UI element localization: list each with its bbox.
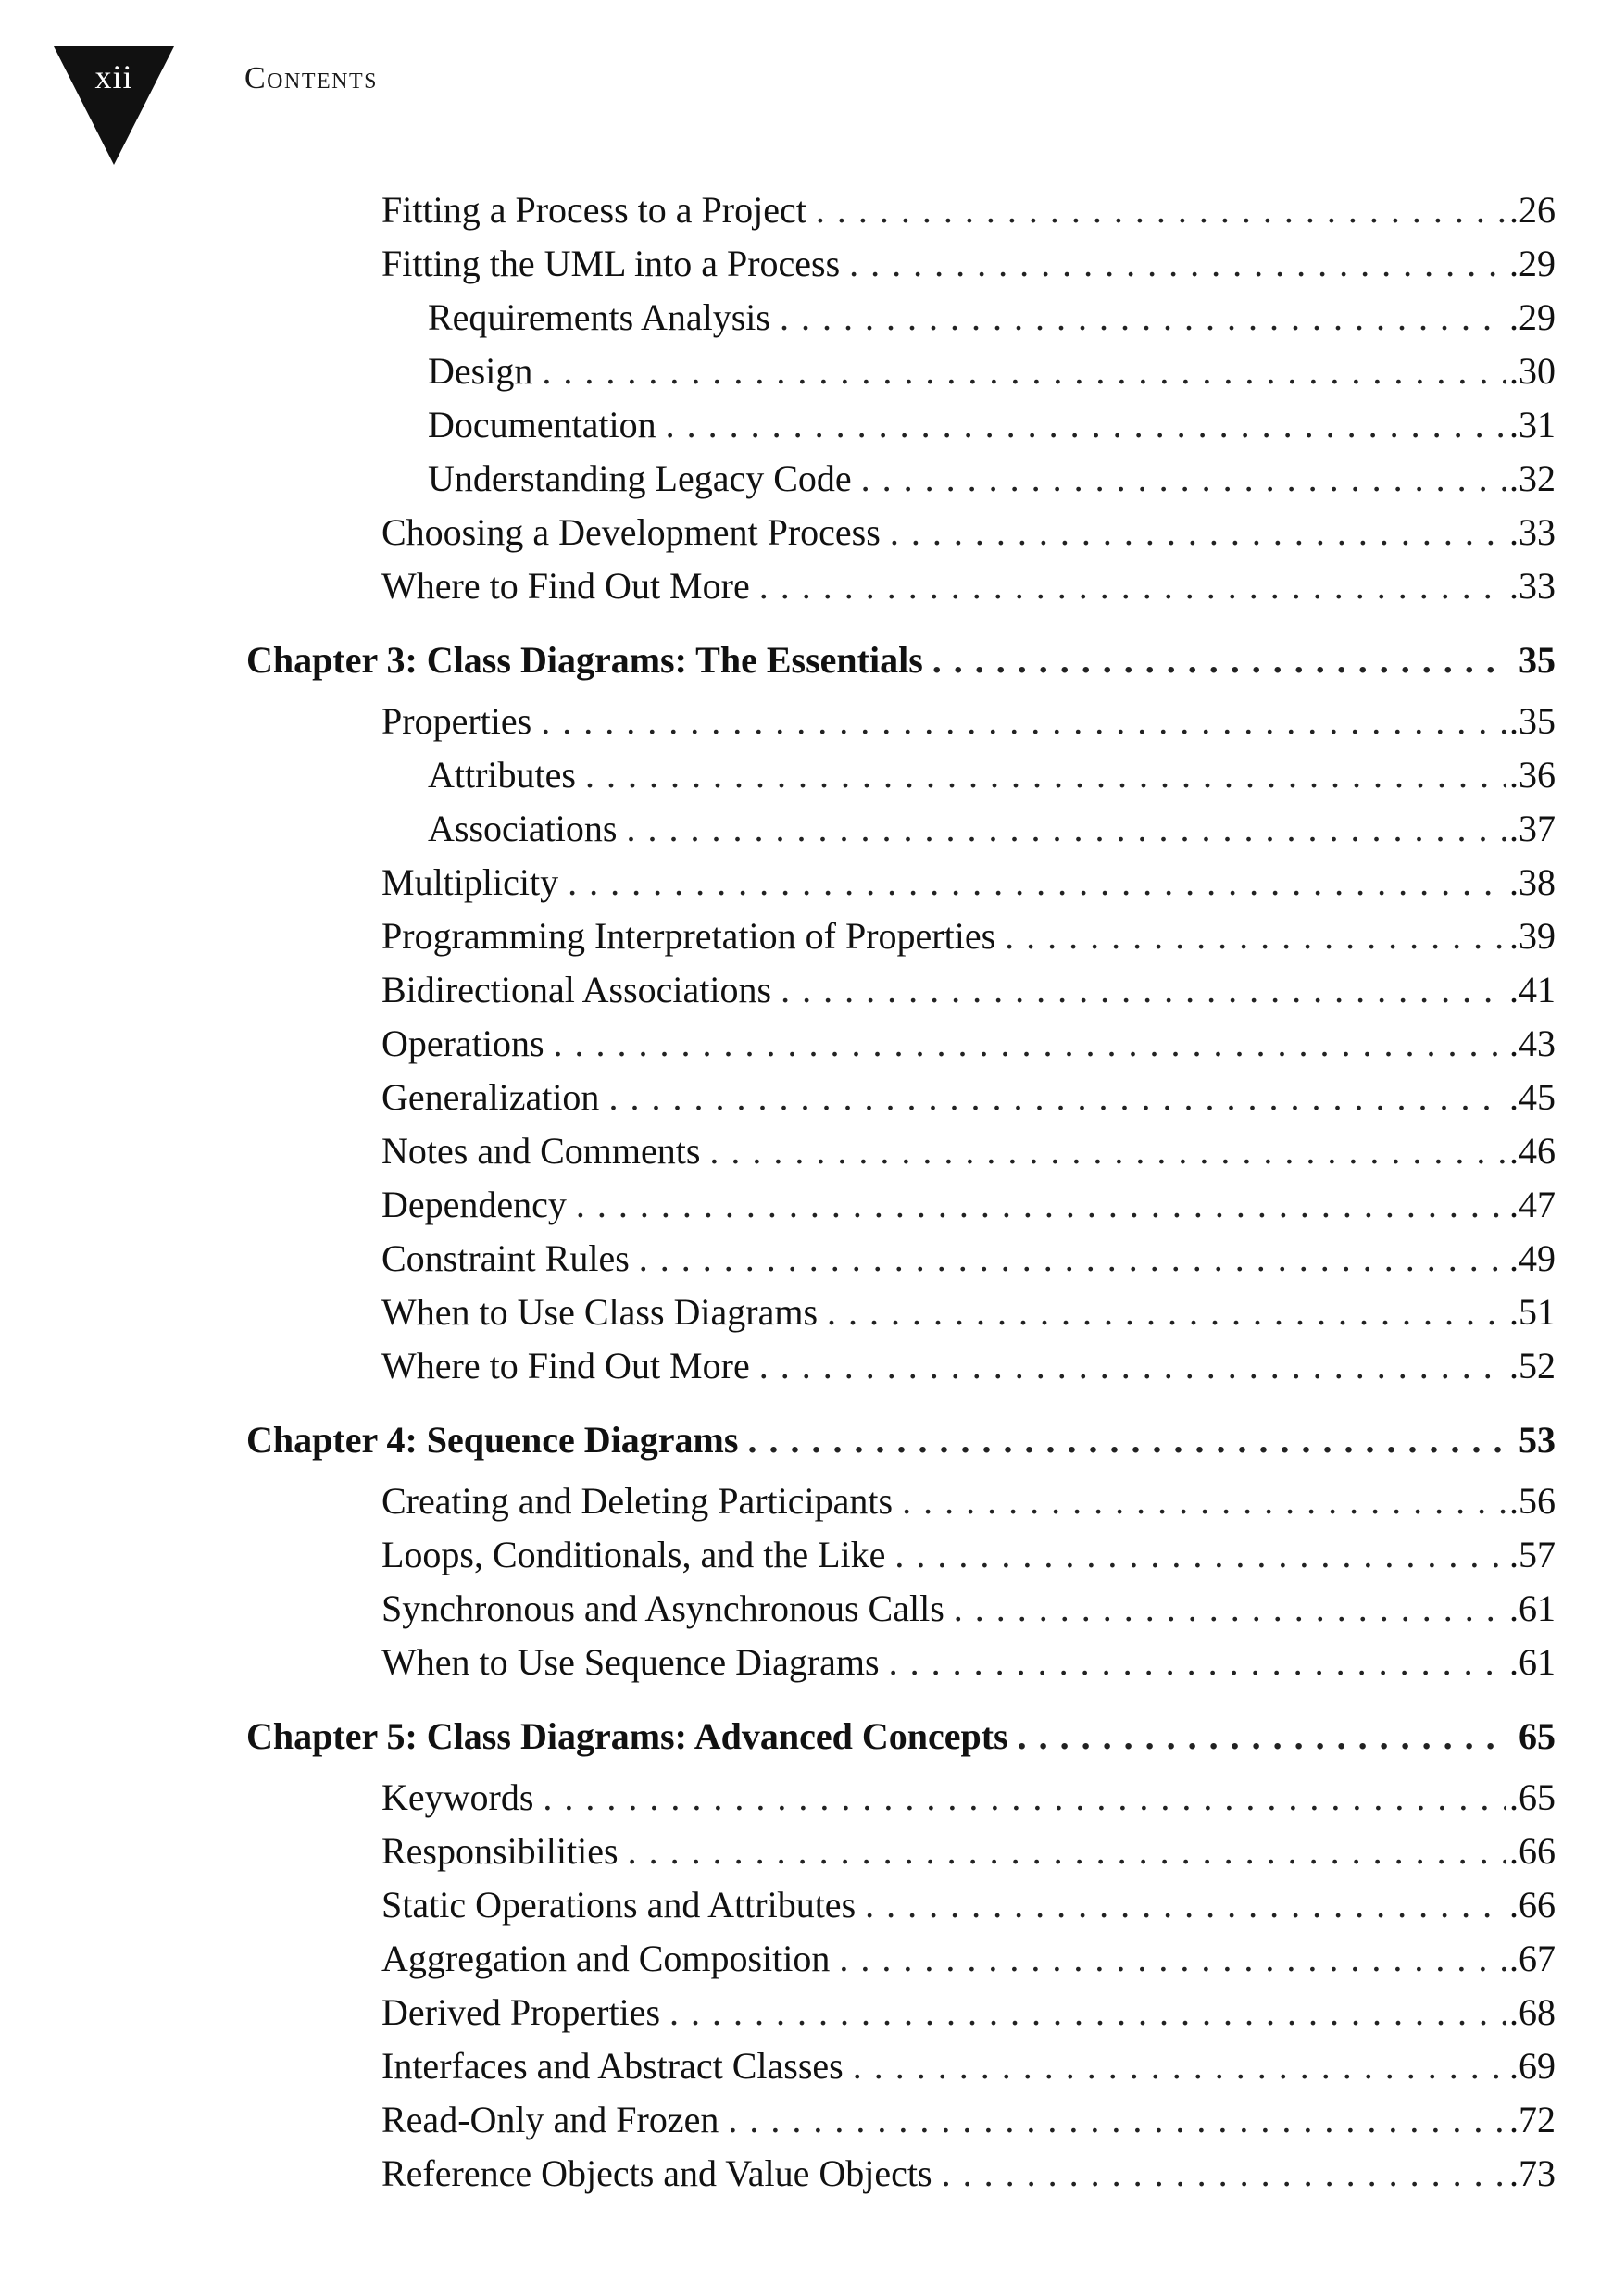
toc-entry-page: .37	[1506, 806, 1556, 852]
toc-entry-page: .46	[1506, 1128, 1556, 1174]
toc-entry-title: Fitting a Process to a Project	[381, 187, 816, 233]
toc-entry-title: Properties	[381, 698, 541, 745]
toc-entry-title: Bidirectional Associations	[381, 967, 781, 1013]
toc-entry-page: .31	[1506, 402, 1556, 448]
toc-entry[interactable]	[381, 1182, 1556, 1228]
toc-leader	[827, 1289, 1506, 1336]
toc-entry[interactable]	[381, 1236, 1556, 1282]
toc-entry[interactable]	[381, 2151, 1556, 2197]
toc-entry[interactable]	[428, 402, 1556, 448]
toc-leader	[639, 1236, 1506, 1282]
toc-entry-title: Documentation	[428, 402, 666, 448]
toc-entry-title: Dependency	[381, 1182, 576, 1228]
toc-entry-page: .67	[1506, 1936, 1556, 1982]
toc-leader	[541, 698, 1506, 745]
toc-leader	[585, 752, 1506, 798]
toc-entry-page: .52	[1506, 1343, 1556, 1389]
toc-leader	[816, 187, 1506, 233]
toc-entry-page: .38	[1506, 859, 1556, 906]
toc-entry-title: Attributes	[428, 752, 585, 798]
toc-leader	[759, 563, 1506, 609]
toc-entry-page: .35	[1506, 698, 1556, 745]
toc-entry[interactable]	[381, 187, 1556, 233]
toc-entry-page: .33	[1506, 563, 1556, 609]
toc-entry-page: .47	[1506, 1182, 1556, 1228]
toc-entry[interactable]	[381, 1128, 1556, 1174]
toc-chapter-title: Chapter 5: Class Diagrams: Advanced Concepts	[246, 1713, 1018, 1760]
toc-entry[interactable]	[381, 563, 1556, 609]
toc-entry-title: Where to Find Out More	[381, 563, 759, 609]
toc-entry-page: .69	[1506, 2043, 1556, 2089]
toc-leader	[853, 2043, 1506, 2089]
toc-entry[interactable]	[381, 698, 1556, 745]
toc-entry-title: Responsibilities	[381, 1828, 628, 1875]
toc-entry-title: When to Use Class Diagrams	[381, 1289, 827, 1336]
toc-leader	[543, 1775, 1506, 1821]
running-head: Contents	[244, 61, 379, 95]
toc-entry-title: Understanding Legacy Code	[428, 456, 861, 502]
toc-entry-title: Generalization	[381, 1074, 608, 1121]
toc-entry[interactable]	[381, 1343, 1556, 1389]
toc-entry-page: .33	[1506, 509, 1556, 556]
toc-leader	[954, 1586, 1506, 1632]
toc-entry-page: .39	[1506, 913, 1556, 960]
toc-leader	[839, 1936, 1506, 1982]
toc-entry[interactable]	[428, 295, 1556, 341]
toc-entry-title: Read-Only and Frozen	[381, 2097, 728, 2143]
toc-leader	[780, 295, 1506, 341]
toc-entry[interactable]	[381, 1532, 1556, 1578]
toc-entry-page: .51	[1506, 1289, 1556, 1336]
toc-entry-page: .30	[1506, 348, 1556, 395]
toc-entry-title: Notes and Comments	[381, 1128, 709, 1174]
toc-entry-page: .26	[1506, 187, 1556, 233]
toc-leader	[666, 402, 1506, 448]
toc-leader	[932, 637, 1504, 684]
toc-entry-page: .57	[1506, 1532, 1556, 1578]
toc-entry-title: Keywords	[381, 1775, 543, 1821]
toc-leader	[902, 1478, 1506, 1524]
toc-entry-page: .29	[1506, 295, 1556, 341]
toc-entry[interactable]	[381, 1828, 1556, 1875]
toc-chapter-page: 53	[1504, 1417, 1556, 1463]
toc-entry-title: Operations	[381, 1021, 554, 1067]
toc-entry-title: Interfaces and Abstract Classes	[381, 2043, 853, 2089]
toc-entry-title: Multiplicity	[381, 859, 568, 906]
page-number: xii	[94, 58, 133, 95]
toc-leader	[759, 1343, 1506, 1389]
toc-entry[interactable]	[381, 859, 1556, 906]
toc-entry[interactable]	[381, 1936, 1556, 1982]
toc-leader	[747, 1417, 1504, 1463]
toc-entry-title: Choosing a Development Process	[381, 509, 890, 556]
toc-entry-title: Where to Find Out More	[381, 1343, 759, 1389]
toc-leader	[608, 1074, 1506, 1121]
toc-entry-page: .73	[1506, 2151, 1556, 2197]
toc-entry-page: .45	[1506, 1074, 1556, 1121]
toc-entry[interactable]	[381, 913, 1556, 960]
toc-entry-page: .49	[1506, 1236, 1556, 1282]
toc-entry[interactable]	[381, 1478, 1556, 1524]
toc-entry-page: .72	[1506, 2097, 1556, 2143]
toc-leader	[542, 348, 1506, 395]
toc-leader	[626, 806, 1506, 852]
toc-leader	[781, 967, 1506, 1013]
toc-entry-title: When to Use Sequence Diagrams	[381, 1639, 889, 1686]
toc-entry[interactable]	[381, 967, 1556, 1013]
toc-entry-page: .61	[1506, 1586, 1556, 1632]
toc-entry[interactable]	[381, 1074, 1556, 1121]
toc-leader	[628, 1828, 1506, 1875]
toc-chapter-entry[interactable]	[246, 637, 1556, 684]
toc-entry-page: .66	[1506, 1882, 1556, 1928]
toc-leader	[849, 241, 1506, 287]
toc-entry-page: .32	[1506, 456, 1556, 502]
toc-entry[interactable]	[381, 2097, 1556, 2143]
toc-leader	[861, 456, 1506, 502]
toc-leader	[942, 2151, 1506, 2197]
toc-entry[interactable]	[381, 1775, 1556, 1821]
toc-entry-title: Constraint Rules	[381, 1236, 639, 1282]
toc-entry-title: Associations	[428, 806, 626, 852]
toc-entry-page: .43	[1506, 1021, 1556, 1067]
toc-chapter-title: Chapter 3: Class Diagrams: The Essentials	[246, 637, 932, 684]
toc-chapter-title: Chapter 4: Sequence Diagrams	[246, 1417, 747, 1463]
toc-leader	[889, 1639, 1506, 1686]
toc-chapter-entry[interactable]	[246, 1713, 1556, 1760]
toc-entry-title: Requirements Analysis	[428, 295, 780, 341]
toc-entry[interactable]	[381, 1021, 1556, 1067]
toc-entry[interactable]	[381, 2043, 1556, 2089]
toc-leader	[890, 509, 1506, 556]
toc-entry[interactable]	[428, 456, 1556, 502]
toc-entry[interactable]	[381, 1989, 1556, 2036]
toc-leader	[1005, 913, 1506, 960]
toc-leader	[568, 859, 1506, 906]
toc-leader	[1018, 1713, 1504, 1760]
toc-entry-title: Loops, Conditionals, and the Like	[381, 1532, 894, 1578]
toc-entry-page: .36	[1506, 752, 1556, 798]
toc-entry-title: Fitting the UML into a Process	[381, 241, 849, 287]
toc-entry-page: .61	[1506, 1639, 1556, 1686]
toc-entry-title: Design	[428, 348, 542, 395]
toc-chapter-entry[interactable]	[246, 1417, 1556, 1463]
toc-entry[interactable]	[381, 1586, 1556, 1632]
toc-entry-title: Programming Interpretation of Properties	[381, 913, 1005, 960]
toc-chapter-page: 35	[1504, 637, 1556, 684]
toc-entry-title: Synchronous and Asynchronous Calls	[381, 1586, 954, 1632]
toc-entry-page: .29	[1506, 241, 1556, 287]
toc-entry[interactable]	[381, 1882, 1556, 1928]
toc-entry[interactable]	[381, 509, 1556, 556]
toc-entry-title: Creating and Deleting Participants	[381, 1478, 902, 1524]
toc-entry-page: .41	[1506, 967, 1556, 1013]
toc-leader	[894, 1532, 1506, 1578]
toc-leader	[709, 1128, 1506, 1174]
toc-entry-page: .56	[1506, 1478, 1556, 1524]
toc-leader	[728, 2097, 1506, 2143]
toc-entry-page: .66	[1506, 1828, 1556, 1875]
toc-entry[interactable]	[428, 752, 1556, 798]
toc-leader	[576, 1182, 1506, 1228]
toc-entry[interactable]	[381, 241, 1556, 287]
toc-entry[interactable]	[428, 348, 1556, 395]
toc-entry[interactable]	[381, 1289, 1556, 1336]
toc-entry-title: Reference Objects and Value Objects	[381, 2151, 942, 2197]
toc-leader	[865, 1882, 1506, 1928]
toc-leader	[554, 1021, 1506, 1067]
toc-entry-title: Derived Properties	[381, 1989, 669, 2036]
toc-entry-page: .65	[1506, 1775, 1556, 1821]
toc-entry-page: .68	[1506, 1989, 1556, 2036]
toc-chapter-page: 65	[1504, 1713, 1556, 1760]
toc-entry-title: Static Operations and Attributes	[381, 1882, 865, 1928]
toc-entry[interactable]	[428, 806, 1556, 852]
toc-leader	[669, 1989, 1506, 2036]
toc-entry[interactable]	[381, 1639, 1556, 1686]
toc-entry-title: Aggregation and Composition	[381, 1936, 839, 1982]
